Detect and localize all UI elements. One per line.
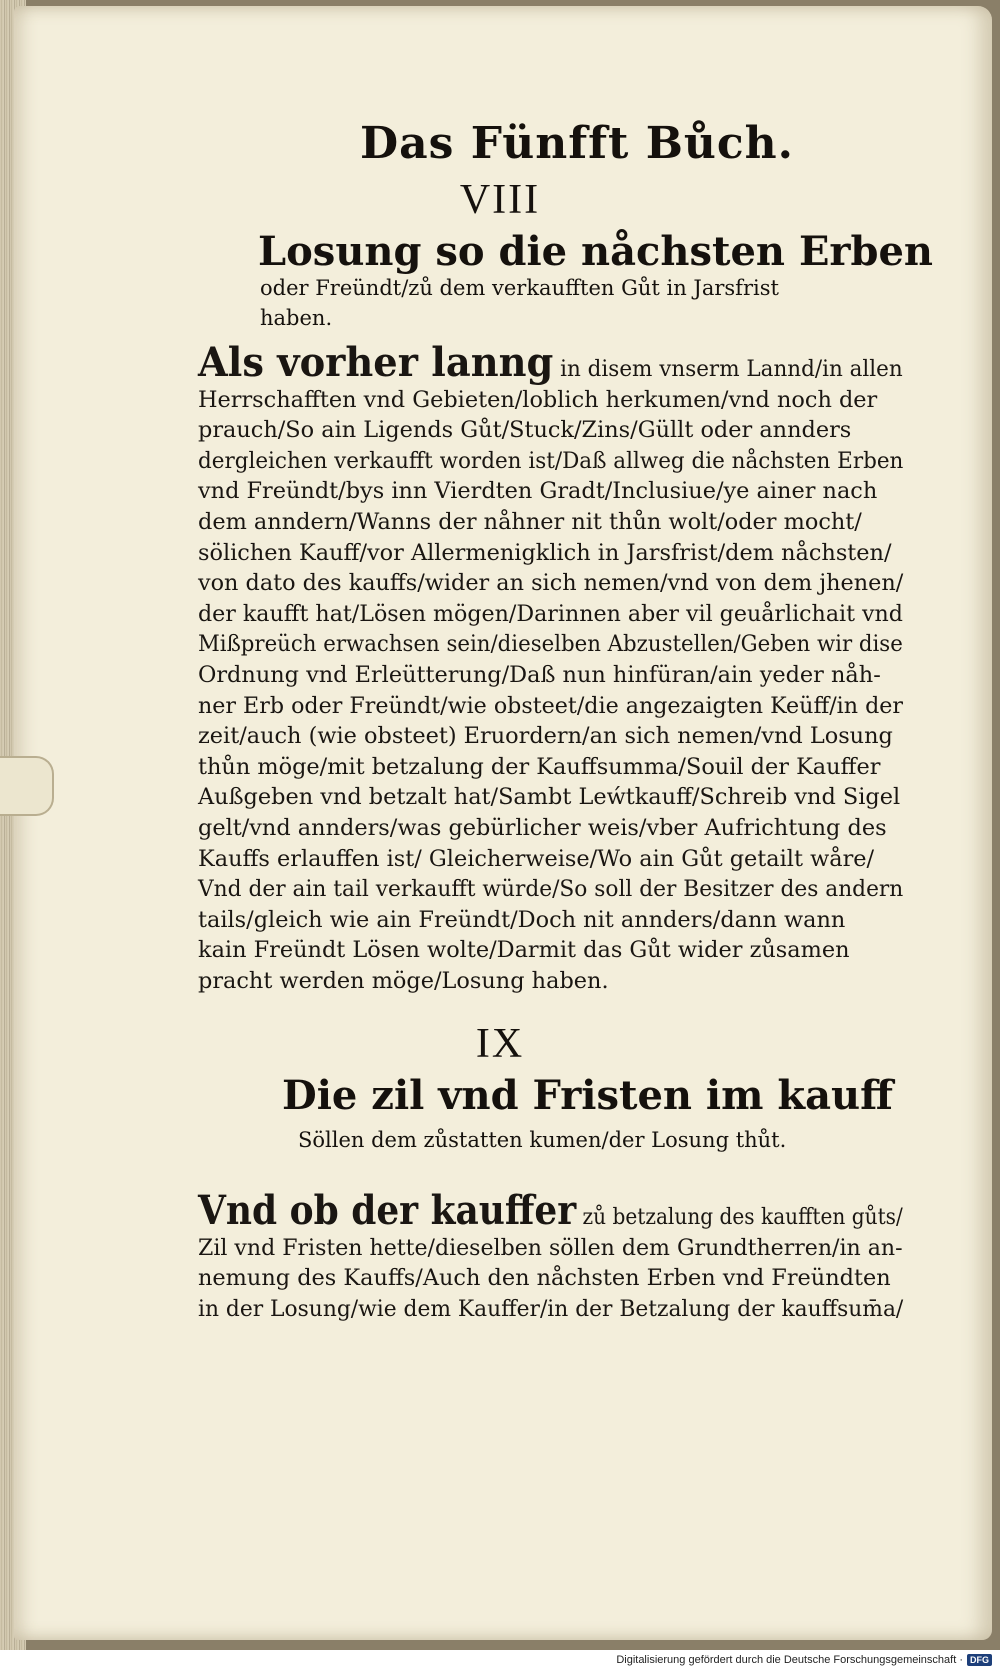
body-line: Kauffs erlauffen ist/ Gleicherweise/Wo ain Gůt getailt wåre/ xyxy=(198,845,875,872)
body-line: von dato des kauffs/wider an sich nemen/vnd von dem jhenen/ xyxy=(198,570,904,597)
body-line: ner Erb oder Freündt/wie obsteet/die angezaigten Keüff/in der xyxy=(198,692,903,719)
body-line: Herrschafften vnd Gebieten/loblich herkumen/vnd noch der xyxy=(198,386,878,413)
initial-words: Als vorher lanng xyxy=(198,339,554,386)
section-subtitle-viii-line2: haben. xyxy=(260,306,333,330)
body-line: Zil vnd Fristen hette/dieselben söllen dem Grundtherren/in an- xyxy=(198,1234,903,1261)
section-number-ix: IX xyxy=(475,1021,525,1067)
section-body-ix xyxy=(198,1187,904,1324)
body-line: tails/gleich wie ain Freündt/Doch nit annders/dann wann xyxy=(198,906,846,933)
body-line: prauch/So ain Ligends Gůt/Stuck/Zins/Güllt oder annders xyxy=(198,417,852,444)
body-line: dem anndern/Wanns der nåhner nit thůn wolt/oder mocht/ xyxy=(198,508,862,535)
initial-words: Vnd ob der kauffer xyxy=(198,1187,577,1234)
body-line: pracht werden möge/Losung haben. xyxy=(198,967,609,994)
body-line: in der Losung/wie dem Kauffer/in der Betzalung der kauffsum̄a/ xyxy=(198,1295,904,1322)
body-line: vnd Freündt/bys inn Vierdten Gradt/Inclusiue/ye ainer nach xyxy=(198,478,878,505)
body-line: Vnd der ain tail verkaufft würde/So soll der Besitzer des andern xyxy=(198,876,904,903)
section-subtitle-viii-line1: oder Freündt/zů dem verkaufften Gůt in Jarsfrist xyxy=(260,276,779,300)
page-tab xyxy=(0,756,54,816)
body-line: der kaufft hat/Lösen mögen/Darinnen aber vil geuårlichait vnd xyxy=(198,600,903,627)
body-line: Außgeben vnd betzalt hat/Sambt Leẃtkauff/Schreib vnd Sigel xyxy=(198,784,901,811)
body-line: sölichen Kauff/vor Allermenigklich in Jarsfrist/dem nåchsten/ xyxy=(198,539,892,566)
section-title-ix: Die zil vnd Fristen im kauff xyxy=(282,1072,893,1119)
body-line: dergleichen verkaufft worden ist/Daß allweg die nåchsten Erben xyxy=(198,447,904,474)
digitization-credit xyxy=(616,1654,992,1666)
section-subtitle-ix: Söllen dem zůstatten kumen/der Losung thůt. xyxy=(298,1128,787,1152)
body-line: Mißpreüch erwachsen sein/dieselben Abzustellen/Geben wir dise xyxy=(198,631,903,658)
body-line: zeit/auch (wie obsteet) Eruordern/an sich nemen/vnd Losung xyxy=(198,723,893,750)
body-line: nemung des Kauffs/Auch den nåchsten Erben vnd Freündten xyxy=(198,1265,891,1292)
body-line: gelt/vnd annders/was gebürlicher weis/vber Aufrichtung des xyxy=(198,814,887,841)
body-line: Als vorher lanng in disem vnserm Lannd/in allen xyxy=(198,339,903,386)
section-body-viii xyxy=(198,339,904,996)
section-number-viii: VIII xyxy=(459,177,541,223)
dfg-logo-icon: DFG xyxy=(967,1654,992,1666)
credit-text: Digitalisierung gefördert durch die Deutsche Forschungsgemeinschaft · xyxy=(616,1654,963,1666)
running-head: Das Fünfft Bůch. xyxy=(360,118,794,169)
section-title-viii: Losung so die nåchsten Erben xyxy=(258,228,933,275)
body-line: Ordnung vnd Erleütterung/Daß nun hinfüran/ain yeder nåh- xyxy=(198,661,881,688)
body-line: thůn möge/mit betzalung der Kauffsumma/Souil der Kauffer xyxy=(198,753,881,780)
body-line: Vnd ob der kauffer zů betzalung des kaufften gůts/ xyxy=(198,1187,903,1234)
body-line: kain Freündt Lösen wolte/Darmit das Gůt wider zůsamen xyxy=(198,937,850,964)
